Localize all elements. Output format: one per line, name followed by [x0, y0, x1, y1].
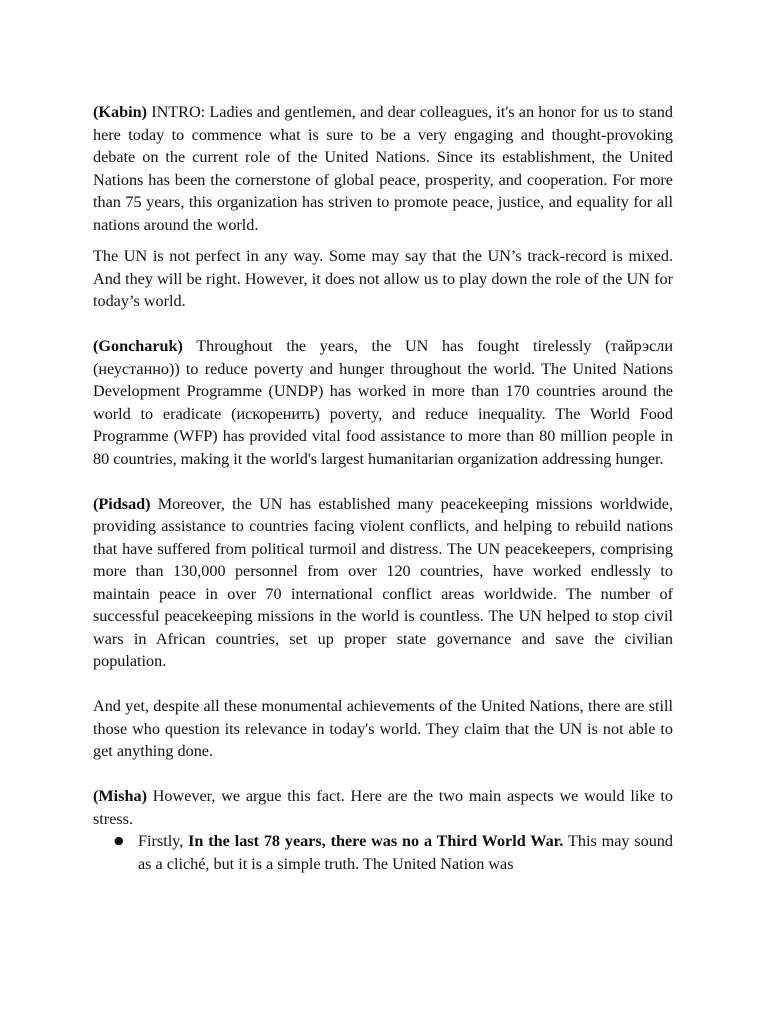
speaker-label: (Kabin): [93, 103, 147, 121]
paragraph-text: However, we argue this fact. Here are the two main aspects we would like to stress.: [93, 787, 673, 828]
paragraph-gap: [93, 313, 673, 336]
paragraph-text: Moreover, the UN has established many peacekeeping missions worldwide, providing assistance to countries facing violent conflicts, and helping to rebuild nations that have suffered from political turmoil and distress. The UN peacekeepers, comprising more than 130,000 personnel from over 120 countries, have worked endlessly to maintain peace in over 70 international conflict areas worldwide. The number of successful peacekeeping missions in the world is countless. The UN helped to stop civil wars in African countries, set up proper state governance and save the civilian population.: [93, 494, 673, 670]
bullet-icon: ●: [114, 834, 124, 847]
paragraph-gap: [93, 236, 673, 245]
speaker-label: (Misha): [93, 787, 147, 805]
bullet-emphasis-text: In the last 78 years, there was no a Third World War.: [188, 832, 564, 850]
paragraph-text: The UN is not perfect in any way. Some may say that the UN’s track-record is mixed. And they will be right. However, it does not allow us to play down the role of the UN for today’s world.: [93, 247, 673, 310]
paragraph-text: Throughout the years, the UN has fought tirelessly (тайрэсли (неустанно)) to reduce poverty and hunger throughout the world. The United Nations Development Programme (UNDP) has worked in more than 170 countries around the world to eradicate (искоренить) poverty, and reduce inequality. The World Food Programme (WFP) has provided vital food assistance to more than 80 million people in 80 countries, making it the world's largest humanitarian organization addressing hunger.: [93, 337, 673, 468]
paragraph-peacekeeping: [93, 493, 673, 673]
speaker-label: (Goncharuk): [93, 337, 183, 355]
paragraph-text: And yet, despite all these monumental achievements of the United Nations, there are still those who question its relevance in today's world. They claim that the UN is not able to get anything done.: [93, 697, 673, 760]
speaker-label: (Pidsad): [93, 494, 151, 513]
bullet-body-text: This may sound as a cliché, but it is a simple truth. The United Nation was: [138, 832, 673, 873]
paragraph-text: INTRO: Ladies and gentlemen, and dear colleagues, it's an honor for us to stand here today to commence what is sure to be a very engaging and thought-provoking debate on the current role of the United Nations. Since its establishment, the United Nations has been the cornerstone of global peace, prosperity, and cooperation. For more than 75 years, this organization has striven to promote peace, justice, and equality for all nations around the world.: [93, 103, 673, 234]
paragraph-un-imperfect: [93, 245, 673, 313]
paragraph-poverty: [93, 335, 673, 470]
paragraph-gap: [93, 673, 673, 696]
paragraph-gap: [93, 470, 673, 493]
bullet-lead-text: Firstly,: [138, 832, 189, 850]
paragraph-intro: [93, 101, 673, 236]
bullet-list: [93, 830, 673, 875]
paragraph-relevance: [93, 695, 673, 763]
list-item: [114, 830, 673, 875]
document-page: [93, 101, 673, 875]
paragraph-gap: [93, 763, 673, 786]
paragraph-argument: [93, 785, 673, 830]
